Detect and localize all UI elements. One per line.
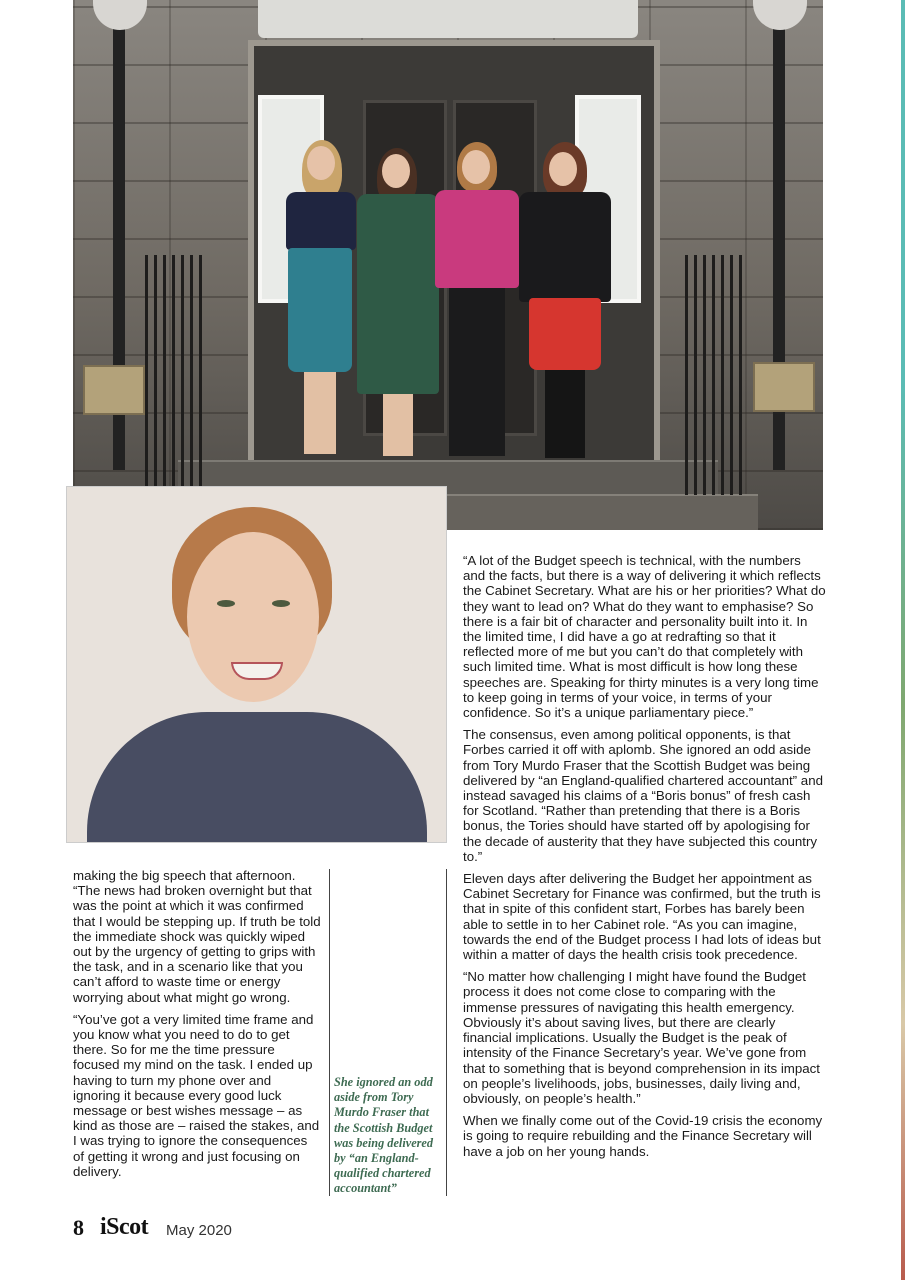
page-number: 8 [73,1215,84,1240]
brand-logo: iScot [100,1214,149,1240]
portrait-photo [66,486,447,843]
person-navy-teal [280,140,360,460]
pull-quote: She ignored an odd aside from Tory Murdo Fraser that the Scottish Budget was being delivered by “an England-qualified chartered accountant” [334,1075,434,1196]
railing-right [685,255,743,495]
person-pink-top [433,142,523,462]
plaque-right [753,362,815,412]
plaque-left [83,365,145,415]
column-divider-right [446,869,447,1196]
body-paragraph: When we finally come out of the Covid-19 crisis the economy is going to require rebuilding and the Finance Secretary will have a job on her young hands. [463,1113,823,1159]
fanlight-window [258,0,638,38]
body-paragraph: making the big speech that afternoon. “The news had broken overnight but that was the point at which it was confirmed that I would be stepping up. If truth be told the immediate shock was quickly wiped out by the urgency of getting to grips with the task, and in a scenario like that you can’t afford to waste time or energy worrying about what might go wrong. [73,868,321,1005]
group-photo [73,0,823,530]
body-paragraph: Eleven days after delivering the Budget her appointment as Cabinet Secretary for Finance was confirmed, but the truth is that in spite of this confident start, Forbes has barely been able to settle in to her Cabinet role. “As you can imagine, towards the end of the Budget process I had lots of ideas but within a matter of days the health crisis took precedence. [463,871,821,963]
page-edge-strip [901,0,905,1280]
railing-left [145,255,203,495]
column-divider-left [329,869,330,1196]
right-column [463,553,826,1166]
body-paragraph: “You’ve got a very limited time frame and you know what you need to do to get there. So for me the time pressure focused my mind on the task. I ended up having to turn my phone over and ignoring it because every good luck message or best wishes message – as kind as those are – raised the stakes, and I was trying to ignore the consequences of getting it wrong and just focusing on delivery. [73,1011,320,1179]
portrait-eye-left [217,600,235,607]
body-paragraph: “No matter how challenging I might have found the Budget process it does not come close to comparing with the immense pressures of navigating this health emergency. Obviously it’s about saving lives, but there are clearly financial implications. Usually the Budget is the peak of intensity of the Finance Secretary’s year. We’ve gone from that to something that is beyond comprehension in its impact on people’s livelihoods, jobs, businesses, daily living and, obviously, on people’s health.” [463,969,820,1106]
portrait-top [87,712,427,843]
left-column [73,868,321,1186]
person-red-dress [515,142,615,462]
body-paragraph: The consensus, even among political opponents, is that Forbes carried it off with aplomb. She ignored an odd aside from Tory Murdo Fraser that the Scottish Budget was being delivered by “an England-qualified chartered accountant” and instead savaged his claims of a “Boris bonus” of fresh cash for Scotland. “Rather than pretending that there is a Boris bonus, the Tories should have started off by apologising for the decade of austerity that they have subjected this country to.” [463,727,823,864]
issue-date: May 2020 [166,1222,232,1239]
portrait-eye-right [272,600,290,607]
body-paragraph: “A lot of the Budget speech is technical, with the numbers and the facts, but there is a way of delivering it which reflects the Cabinet Secretary. What are his or her priorities? What do they want to lead on? What do they want to emphasise? So there is a fair bit of character and personality built into it. In the limited time, I did have a go at redrafting so that it reflected more of me but you can’t do that completely with such limited time. What is most difficult is how long these speeches are. Speaking for thirty minutes is a very long time to keep going in terms of your voice, in terms of your confidence. So it’s a unique parliamentary piece.” [463,553,826,721]
person-green-dress [353,148,443,463]
